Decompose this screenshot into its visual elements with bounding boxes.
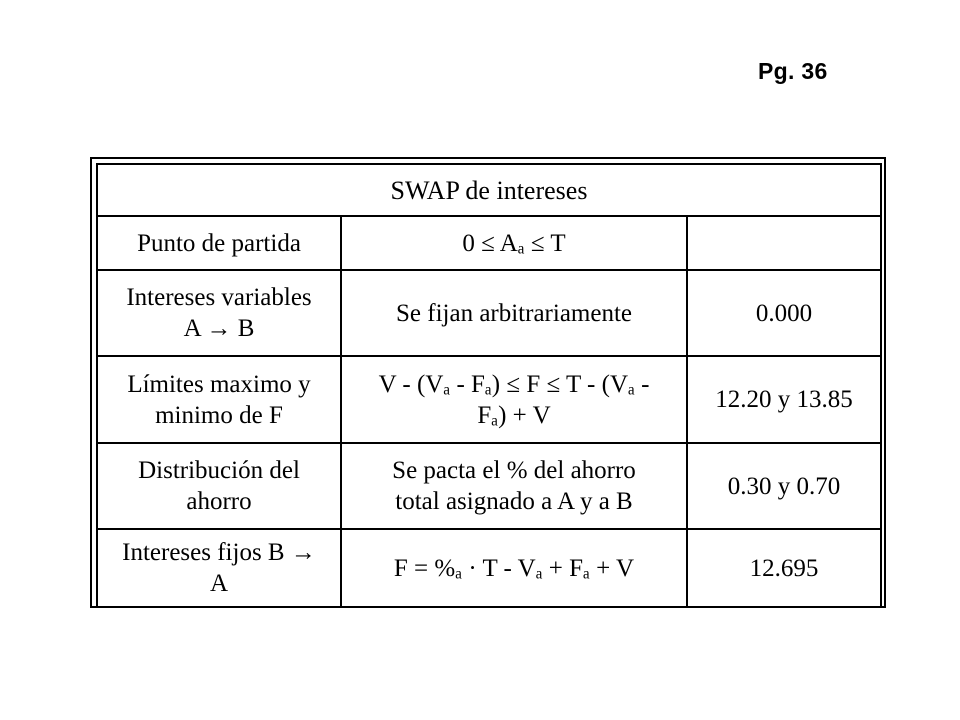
- row-value: [687, 356, 881, 443]
- row-label-line: Intereses variables: [126, 284, 312, 311]
- swap-table-frame: [90, 157, 886, 608]
- table-row: [97, 356, 881, 443]
- row-label-line: Intereses fijos B →: [122, 539, 316, 566]
- row-value: [687, 529, 881, 607]
- row-label-line: Punto de partida: [137, 229, 301, 257]
- swap-table: [96, 163, 882, 608]
- table-row: [97, 443, 881, 529]
- row-formula-line: Se fijan arbitrariamente: [396, 299, 632, 327]
- row-formula: [341, 443, 687, 529]
- row-label-line: Distribución del: [138, 457, 300, 484]
- row-value-line: 12.20 y 13.85: [715, 386, 853, 413]
- row-label: [97, 270, 341, 356]
- table-title: SWAP de intereses: [97, 164, 881, 216]
- row-formula-line: Se pacta el % del ahorro: [392, 457, 636, 484]
- table-title-row: [97, 164, 881, 216]
- table-row: [97, 216, 881, 270]
- row-value: [687, 443, 881, 529]
- row-label: [97, 443, 341, 529]
- row-formula: [341, 216, 687, 270]
- row-label: [97, 356, 341, 443]
- page-number: Pg. 36: [758, 58, 828, 84]
- row-formula-line: F = %ₐ · T - Vₐ + Fₐ + V: [393, 554, 635, 582]
- row-value-line: 0.30 y 0.70: [727, 472, 841, 500]
- table-row: [97, 270, 881, 356]
- row-label-line: minimo de F: [155, 401, 283, 429]
- row-formula-line: total asignado a A y a B: [395, 488, 633, 515]
- row-label: [97, 216, 341, 270]
- row-formula: [341, 270, 687, 356]
- row-value-line: 12.695: [749, 554, 819, 582]
- row-label: [97, 529, 341, 607]
- row-label-line: A → B: [183, 315, 255, 342]
- row-value: [687, 216, 881, 270]
- table-row: [97, 529, 881, 607]
- row-formula: [341, 356, 687, 443]
- row-formula-line: V - (Vₐ - Fₐ) ≤ F ≤ T - (Vₐ -: [378, 370, 650, 398]
- row-label-line: Límites maximo y: [127, 370, 311, 398]
- row-formula-line: 0 ≤ Aₐ ≤ T: [462, 229, 566, 257]
- row-value-line: 0.000: [755, 299, 813, 327]
- row-formula-line: Fₐ) + V: [477, 401, 551, 429]
- row-formula: [341, 529, 687, 607]
- row-label-line: ahorro: [186, 488, 252, 515]
- row-value: [687, 270, 881, 356]
- row-label-line: A: [209, 570, 229, 597]
